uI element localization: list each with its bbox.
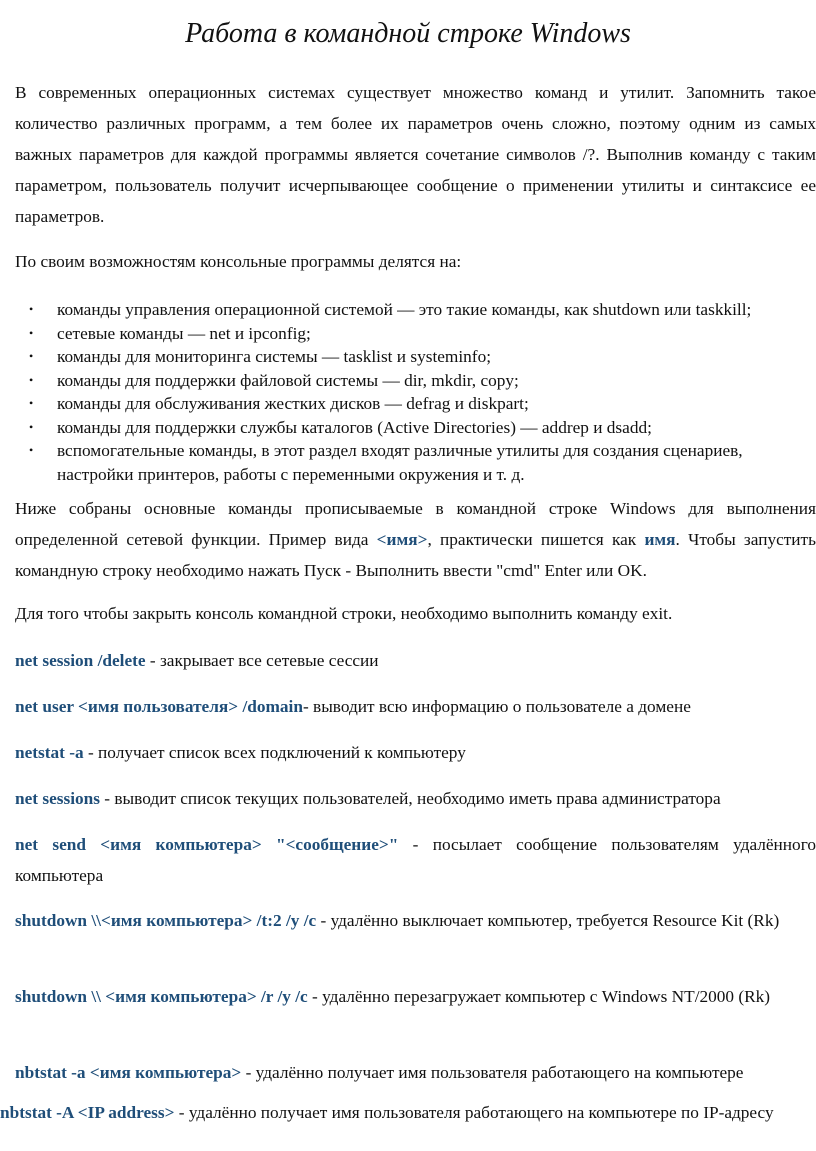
program-categories-list: [15, 298, 816, 486]
commands-intro-paragraph: Ниже собраны основные команды прописываемые в командной строке Windows для выполнения определенной сетевой функции. Пример вида <имя>, практически пишется как имя. Чтобы запустить командную строку необходимо нажать Пуск - Выполнить ввести "cmd" Enter или OK.: [15, 499, 816, 580]
command-line: [15, 829, 816, 891]
bullet-icon: •: [29, 372, 34, 387]
command-description: - удалённо перезагружает компьютер с Windows NT/2000 (Rk): [307, 987, 771, 1006]
bullet-icon: •: [29, 443, 34, 457]
command-line: [15, 737, 816, 768]
list-item: • вспомогательные команды, в этот раздел входят различные утилиты для создания сценариев, настройки принтеров, работы с переменными окружения и т. д.: [29, 441, 743, 484]
command-line: [15, 905, 816, 936]
command-line: [15, 691, 816, 722]
list-item: • команды управления операционной системой — это такие команды, как shutdown или taskkill;: [15, 298, 816, 322]
example-word: имя: [644, 530, 676, 549]
command-name: net session /delete: [15, 651, 146, 670]
command-line: [15, 783, 816, 814]
command-description: - выводит всю информацию о пользователе а домене: [302, 697, 691, 716]
bullet-icon: •: [29, 419, 34, 434]
close-console-paragraph: Для того чтобы закрыть консоль командной строки, необходимо выполнить команду exit.: [15, 604, 673, 623]
list-item: • команды для мониторинга системы — tasklist и systeminfo;: [15, 345, 816, 369]
command-description: - выводит список текущих пользователей, необходимо иметь права администратора: [99, 789, 721, 808]
page-title: Работа в командной строке Windows: [185, 18, 631, 49]
command-line: [15, 981, 816, 1012]
list-item: • команды для поддержки службы каталогов (Active Directories) — addrep и dsadd;: [15, 416, 816, 440]
command-name: net send <имя компьютера> "<сообщение>": [15, 835, 399, 854]
command-name: netstat -a: [15, 743, 84, 762]
command-line: [0, 1101, 816, 1124]
command-name: net user <имя пользователя> /domain: [15, 697, 303, 716]
list-item: • команды для обслуживания жестких дисков — defrag и diskpart;: [15, 392, 816, 416]
command-description: - закрывает все сетевые сессии: [145, 651, 379, 670]
bullet-icon: •: [29, 349, 34, 363]
command-description: - получает список всех подключений к компьютеру: [83, 743, 466, 762]
command-description: - удалённо получает имя пользователя работающего на компьютере по IP-адресу: [174, 1103, 774, 1122]
example-placeholder: <имя>: [376, 530, 428, 549]
command-name: nbtstat -a <имя компьютера>: [15, 1063, 242, 1082]
intro-paragraph: В современных операционных системах существует множество команд и утилит. Запомнить такое количество различных программ, а тем более их параметров очень сложно, поэтому одним из самых важных параметров для каждой программы является сочетание символов /?. Выполнив команду с таким параметром, пользователь получит исчерпывающее сообщение о применении утилиты и синтаксисе ее параметров.: [15, 83, 816, 226]
command-description: - посылает сообщение пользователям удалённого компьютера: [15, 835, 816, 885]
command-name: shutdown \\<имя компьютера> /t:2 /y /c: [15, 911, 317, 930]
command-description: - удалённо выключает компьютер, требуется Resource Kit (Rk): [316, 911, 780, 930]
command-description: - удалённо получает имя пользователя работающего на компьютере: [241, 1063, 744, 1082]
list-intro: По своим возможностям консольные программы делятся на:: [15, 252, 462, 271]
command-line: [15, 645, 816, 676]
command-line: [15, 1057, 816, 1088]
bullet-icon: •: [29, 325, 34, 340]
list-item: • команды для поддержки файловой системы — dir, mkdir, copy;: [15, 369, 816, 393]
bullet-icon: •: [29, 396, 34, 410]
command-name: net sessions: [15, 789, 100, 808]
command-name: nbtstat -A <IP address>: [0, 1103, 175, 1122]
command-name: shutdown \\ <имя компьютера> /r /y /c: [15, 987, 308, 1006]
list-item: • сетевые команды — net и ipconfig;: [15, 322, 816, 346]
bullet-icon: •: [29, 302, 34, 316]
